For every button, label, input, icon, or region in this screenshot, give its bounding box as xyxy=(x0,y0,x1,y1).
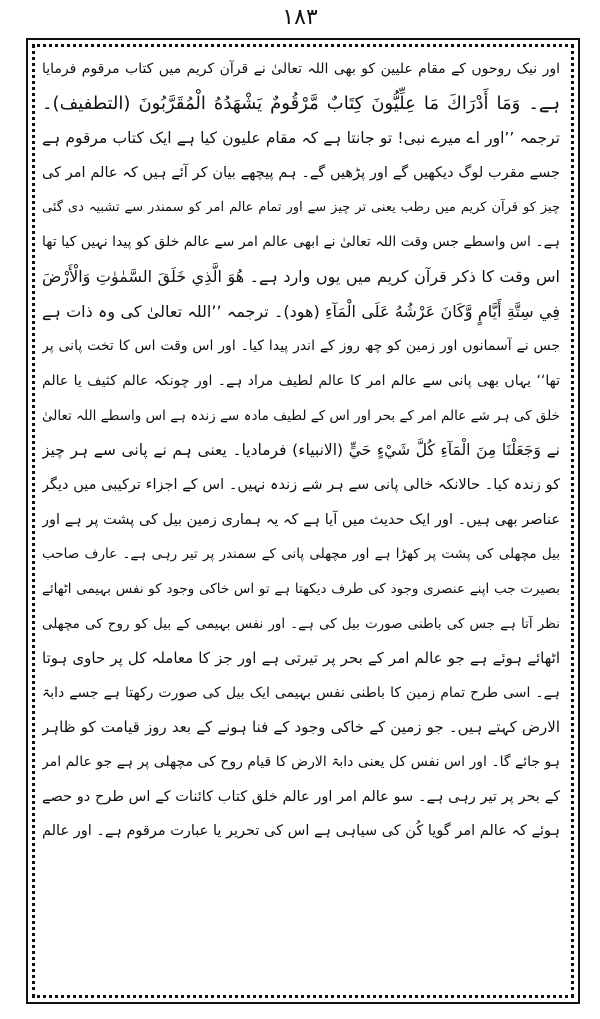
text-line: جسے مقرب لوگ دیکھیں گے اور پڑھیں گے۔ ہم پیچھے بیان کر آئے ہیں کہ عالم امر کی xyxy=(42,164,560,181)
text-line: ہے۔ اس واسطے جس وقت اللہ تعالیٰ نے ابھی عالم امر سے عالم خلق کو پیدا نہیں کیا تھا xyxy=(42,234,560,251)
text-line: ترجمہ ’’اور اے میرے نبی! تو جانتا ہے کہ مقام علیون کیا ہے ایک کتاب مرقوم ہے xyxy=(42,129,560,148)
text-line: ہے۔ اسی طرح تمام زمین کا باطنی نفس بہیمی ایک بیل کی صورت رکھتا ہے جسے دابۃ xyxy=(42,684,560,701)
text-line: تھا‘‘ یہاں بھی پانی سے عالم امر کا عالم لطیف مراد ہے۔ اور چونکہ عالم کثیف یا عالم xyxy=(42,372,560,389)
text-line: کے بحر پر تیر رہی ہے۔ سو عالم امر اور عالم خلق کتاب کائنات کے اس طرح دو حصے xyxy=(42,788,560,805)
text-line: جس نے آسمانوں اور زمین کو چھ روز کے اندر پیدا کیا۔ اور اس وقت اس کا تخت پانی پر xyxy=(42,338,560,355)
text-line: فِي سِتَّةِ أَيَّامٍ وَّكَانَ عَرْشُهُ عَلَى الْمَآءِ (هود)۔ ترجمہ ’’اللہ تعالیٰ کی وہ ذات ہے xyxy=(42,301,560,321)
page-number: ۱۸۳ xyxy=(282,5,318,30)
text-line: کو زندہ کیا۔ حالانکہ خالی پانی سے ہر شے زندہ نہیں۔ اس کے اجزاء ترکیبی میں دیگر xyxy=(42,476,560,493)
text-line: نے وَجَعَلْنَا مِنَ الْمَآءِ كُلَّ شَيْءٍ حَيٍّ (الانبیاء) فرمادیا۔ یعنی ہم نے پانی سے ہر چیز xyxy=(42,441,560,460)
text-line: چیز کو قرآن کریم میں رطب یعنی تر چیز سے اور تمام عالم امر کو سمندر سے تشبیہ دی گئی xyxy=(42,199,560,215)
text-line: اور نیک روحوں کے مقام علیین کو بھی اللہ تعالیٰ نے قرآن کریم میں کتاب مرقوم فرمایا xyxy=(42,61,560,77)
text-line: عناصر بھی ہیں۔ اور ایک حدیث میں آیا ہے کہ یہ ہماری زمین بیل کی پشت پر ہے اور xyxy=(42,511,560,528)
text-line: بصیرت جب اپنے عنصری وجود کی طرف دیکھتا ہے تو اس خاکی وجود کو نفس بہیمی اٹھائے xyxy=(42,580,560,597)
text-line: ہوئے کہ عالم امر گویا کُن کی سیاہی ہے اس کی تحریر یا عبارت مرقوم ہے۔ اور عالم xyxy=(42,823,560,840)
text-line: الارض کہتے ہیں۔ جو زمین کے خاکی وجود کے فنا ہونے کے بعد روز قیامت کو ظاہر xyxy=(42,718,560,737)
text-line: بیل مچھلی کی پشت پر کھڑا ہے اور مچھلی پانی کے سمندر پر تیر رہی ہے۔ عارف صاحب xyxy=(42,546,560,563)
text-line: نظر آتا ہے جس کی باطنی صورت بیل کی ہے۔ اور نفس بہیمی کے بیل کو روح کی مچھلی xyxy=(42,615,560,632)
text-line: خلق کی ہر شے عالم امر کے بحر اور اس کے لطیف مادہ سے زندہ ہے اس واسطے اللہ تعالیٰ xyxy=(42,407,560,424)
text-line: اس وقت کا ذکر قرآن کریم میں یوں وارد ہے۔ هُوَ الَّذِي خَلَقَ السَّمٰوٰتِ وَالْأَرْضَ xyxy=(42,266,560,286)
text-line: ہو جائے گا۔ اور اس نفس کل یعنی دابۃ الارض کا قیام روح کی مچھلی پر ہے جو عالم امر xyxy=(42,754,560,771)
body-text xyxy=(42,52,560,988)
text-line: اٹھائے ہوئے ہے جو عالم امر کے بحر پر تیرتی ہے اور جز کا معاملہ کل پر حاوی ہوتا xyxy=(42,649,560,668)
text-line: ہے۔ وَمَا أَدْرَاكَ مَا عِلِّيُّونَ كِتَابٌ مَّرْقُومٌ يَشْهَدُهُ الْمُقَرَّبُونَ (التطفیف)۔ xyxy=(42,92,560,114)
